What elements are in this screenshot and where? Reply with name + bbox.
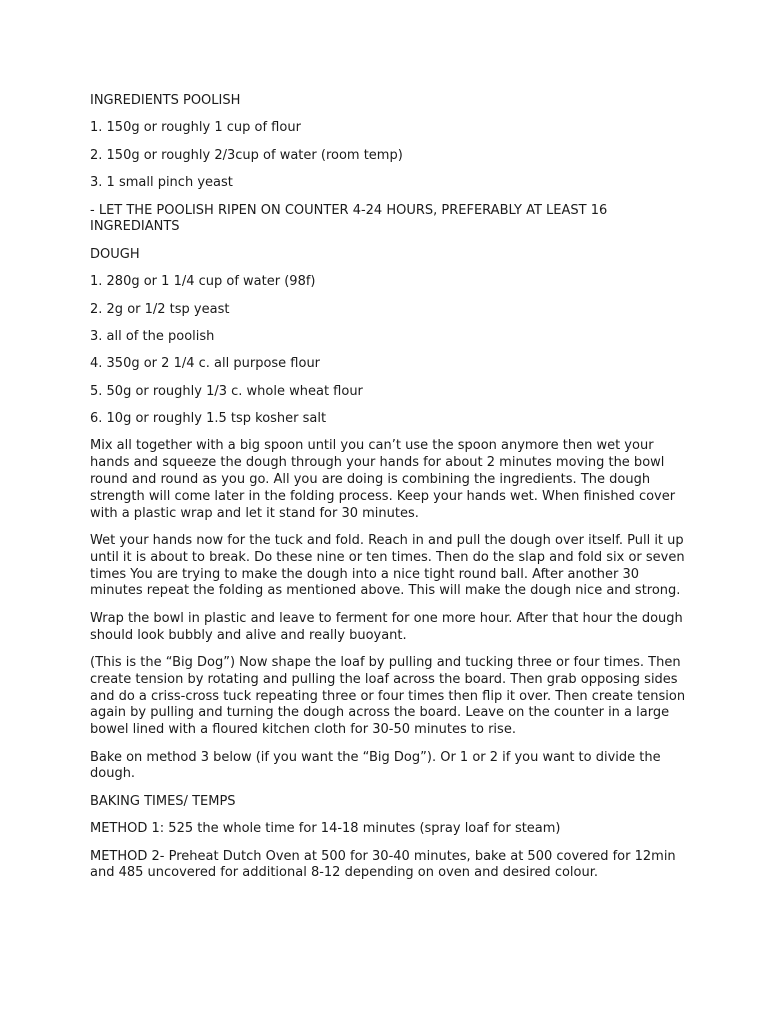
poolish-note: - LET THE POOLISH RIPEN ON COUNTER 4-24 HOURS, PREFERABLY AT LEAST 16 INGREDIANTS bbox=[90, 202, 608, 235]
dough-ingredient-5: 5. 50g or roughly 1/3 c. whole wheat flour bbox=[90, 383, 363, 399]
dough-ingredient-6: 6. 10g or roughly 1.5 tsp kosher salt bbox=[90, 411, 327, 427]
poolish-heading: INGREDIENTS POOLISH bbox=[90, 93, 241, 108]
mixing-paragraph: Mix all together with a big spoon until you can’t use the spoon anymore then wet your hands and squeeze the dough through your hands for about 2 minutes moving the bowl round and round as you go. All you are doing is combining the ingredients. The dough strength will come later in the folding process. Keep your hands wet. When finished cover with a plastic wrap and let it stand for 30 minutes. bbox=[90, 438, 676, 521]
dough-ingredient-3: 3. all of the poolish bbox=[90, 328, 215, 344]
poolish-ingredient-3: 3. 1 small pinch yeast bbox=[90, 175, 233, 191]
method-1: METHOD 1: 525 the whole time for 14-18 minutes (spray loaf for steam) bbox=[90, 821, 561, 837]
document-page bbox=[90, 93, 690, 893]
bake-paragraph: Bake on method 3 below (if you want the “Big Dog”). Or 1 or 2 if you want to divide the dough. bbox=[90, 749, 661, 782]
dough-ingredient-2: 2. 2g or 1/2 tsp yeast bbox=[90, 301, 230, 317]
poolish-ingredient-2: 2. 150g or roughly 2/3cup of water (room temp) bbox=[90, 147, 403, 163]
dough-heading: DOUGH bbox=[90, 246, 140, 262]
poolish-ingredient-1: 1. 150g or roughly 1 cup of flour bbox=[90, 120, 301, 136]
method-2: METHOD 2- Preheat Dutch Oven at 500 for 30-40 minutes, bake at 500 covered for 12min and 485 uncovered for additional 8-12 depending on oven and desired colour. bbox=[90, 848, 676, 881]
shaping-paragraph: (This is the “Big Dog”) Now shape the loaf by pulling and tucking three or four times. Then create tension by rotating and pulling the loaf across the board. Then grab opposing sides and do a criss-cross tuck repeating three or four times then flip it over. Then create tension again by pulling and turning the dough across the board. Leave on the counter in a large bowel lined with a floured kitchen cloth for 30-50 minutes to rise. bbox=[90, 655, 686, 738]
dough-ingredient-1: 1. 280g or 1 1/4 cup of water (98f) bbox=[90, 274, 316, 290]
folding-paragraph: Wet your hands now for the tuck and fold. Reach in and pull the dough over itself. Pull it up until it is about to break. Do these nine or ten times. Then do the slap and fold six or seven times You are trying to make the dough into a nice tight round ball. After another 30 minutes repeat the folding as mentioned above. This will make the dough nice and strong. bbox=[90, 533, 685, 599]
dough-ingredient-4: 4. 350g or 2 1/4 c. all purpose flour bbox=[90, 356, 321, 372]
baking-heading: BAKING TIMES/ TEMPS bbox=[90, 793, 236, 809]
ferment-paragraph: Wrap the bowl in plastic and leave to ferment for one more hour. After that hour the dough should look bubbly and alive and really buoyant. bbox=[90, 610, 683, 643]
